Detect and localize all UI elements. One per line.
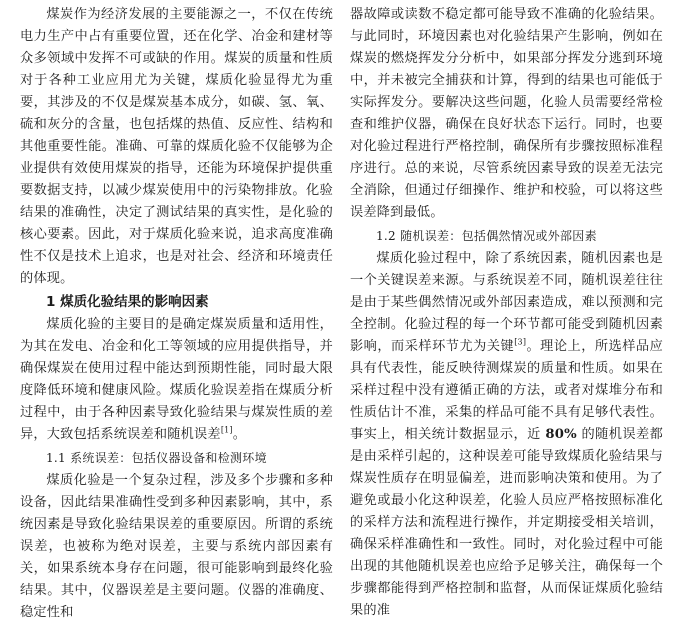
section-1-1-heading: 1.1 系统误差：包括仪器设备和检测环境 bbox=[46, 451, 267, 465]
section-1-2-paragraph bbox=[350, 248, 663, 622]
left-column bbox=[20, 4, 333, 624]
continued-paragraph: 器故障或读数不稳定都可能导致不准确的化验结果。与此同时，环境因素也对化验结果产生影响，例如在煤炭的燃烧挥发分分析中，如果部分挥发分逃到环境中，并未被完全捕获和计算，得到的结果也可能低于实际挥发分。要解决这些问题，化验人员需要经常检查和维护仪器，确保在良好状态下运行。同时，也要对化验过程进行严格控制，确保所有步骤按照标准程序进行。总的来说，尽管系统因素导致的误差无法完全消除，但通过仔细操作、维护和校验，可以将这些误差降到最低。 bbox=[350, 7, 663, 220]
section-1-2-text-c: 的随机误差都是由采样引起的，这种误差可能导致煤质化验结果与煤炭性质存在明显偏差，进而影响决策和使用。为了避免或最小化这种误差，化验人员应严格按照标准化的采样方法和流程进行操作，并定期接受相关培训，确保采样准确性和一致性。同时，对化验过程中可能出现的其他随机误差也应给予足够关注，确保每一个步骤都能得到严格控制和监督，从而保证煤质化验结果的准 bbox=[350, 427, 663, 618]
right-column bbox=[350, 4, 663, 622]
section-1-2-text-b: 。理论上，所选样品应具有代表性，能反映待测煤炭的质量和性质。如果在采样过程中没有遵循正确的方法，或者对煤堆分布和性质估计不准，采集的样品可能不具有足够代表性。事实上，相关统计数据显示，近 bbox=[350, 339, 663, 442]
section-1-text: 煤质化验的主要目的是确定煤炭质量和适用性，为其在发电、冶金和化工等领域的应用提供指导，并确保煤炭在使用过程中能达到预期性能，同时最大限度降低环境和健康风险。煤质化验误差指在煤质分析过程中，由于各种因素导致化验结果与煤炭性质的差异，大致包括系统误差和随机误差 bbox=[20, 317, 333, 442]
section-1-1-paragraph: 煤质化验是一个复杂过程，涉及多个步骤和多种设备，因此结果准确性受到多种因素影响，其中，系统因素是导致化验结果误差的重要原因。所谓的系统误差，也被称为绝对误差，主要与系统内部因素有关，如果系统本身存在问题，很可能影响到最终化验结果。其中，仪器误差是主要问题。仪器的准确度、稳定性和 bbox=[20, 473, 333, 620]
citation-ref: [3] bbox=[514, 337, 527, 347]
section-1-end: 。 bbox=[232, 427, 247, 442]
section-1-heading: 1 煤质化验结果的影响因素 bbox=[46, 294, 209, 310]
section-1-2-text-a: 煤质化验过程中，除了系统因素，随机因素也是一个关键误差来源。与系统误差不同，随机误差往往是由于某些偶然情况或外部因素造成，难以预测和完全控制。化验过程的每一个环节都可能受到随机因素影响，而采样环节尤为关键 bbox=[350, 251, 663, 354]
citation-ref: [1] bbox=[220, 425, 233, 435]
section-1-2-heading: 1.2 随机误差：包括偶然情况或外部因素 bbox=[376, 229, 597, 243]
section-1-paragraph bbox=[20, 314, 333, 446]
percentage-value: 80% bbox=[545, 427, 577, 442]
intro-paragraph: 煤炭作为经济发展的主要能源之一，不仅在传统电力生产中占有重要位置，还在化学、冶金和建材等众多领域中发挥不可或缺的作用。煤炭的质量和性质对于各种工业应用尤为关键，煤质化验显得尤为重要，其涉及的不仅是煤炭基本成分，如碳、氢、氧、硫和灰分的含量，也包括煤的热值、反应性、结构和其他重要性能。准确、可靠的煤质化验不仅能够为企业提供有效使用煤炭的指导，还能为环境保护提供重要数据支持，以减少煤炭使用中的污染物排放。化验结果的准确性，决定了测试结果的真实性，是化验的核心要素。因此，对于煤质化验来说，追求高度准确性不仅是技术上追求，也是对社会、经济和环境责任的体现。 bbox=[20, 7, 333, 286]
